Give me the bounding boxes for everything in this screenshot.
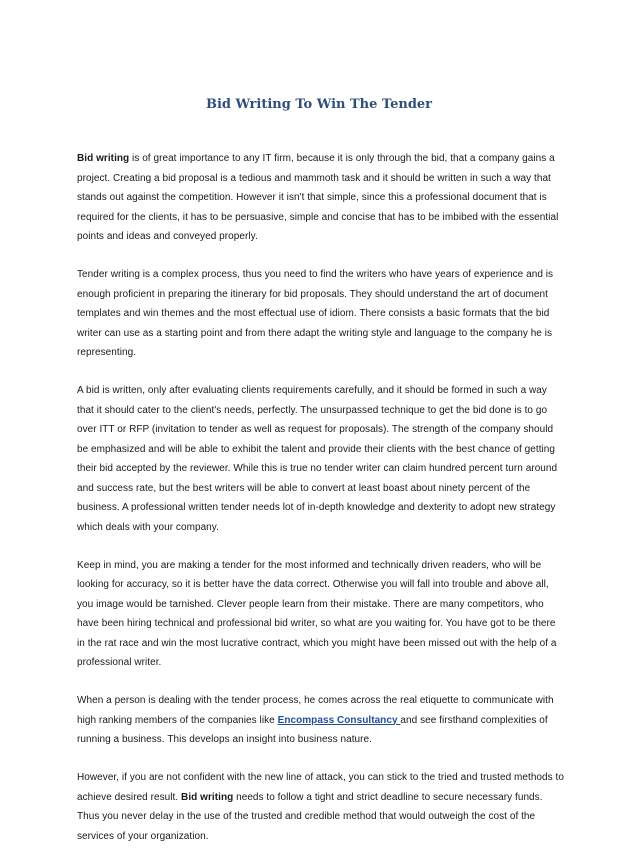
document-title: Bid Writing To Win The Tender: [205, 97, 433, 112]
paragraph-1: [77, 149, 565, 247]
paragraph-text: When a person is dealing with the tender process, he comes across the real etiquette to communicate with high ranking members of the companies like: [77, 695, 554, 726]
document-body: [77, 149, 565, 865]
paragraph-5: [77, 691, 565, 750]
bold-phrase: Bid writing: [181, 791, 234, 803]
paragraph-3: A bid is written, only after evaluating clients requirements carefully, and it should be formed in such a way that it should cater to the client's needs, perfectly. The unsurpassed technique to get the bid done is to go over ITT or RFP (invitation to tender as well as request for proposals). The strength of the company should be emphasized and will be able to exhibit the talent and provide their clients with the best chance of getting their bid accepted by the reviewer. While this is true no tender writer can claim hundred percent turn around and success rate, but the best writers will be able to convert at least boast about ninety percent of the business. A professional written tender needs lot of in-depth knowledge and dexterity to adopt new strategy which deals with your company.: [77, 385, 558, 533]
paragraph-text: needs to follow a tight and strict deadline to secure necessary funds. Thus you never delay in the use of the trusted and credible method that would outweigh the cost of the services of your organization.: [77, 791, 543, 842]
paragraph-text: and see firsthand complexities of running a business. This develops an insight into business nature.: [77, 714, 548, 745]
bold-phrase: Bid writing: [77, 153, 130, 164]
paragraph-4: Keep in mind, you are making a tender for the most informed and technically driven readers, who will be looking for accuracy, so it is better have the data correct. Otherwise you will fall into trouble and above all, you image would be tarnished. Clever people learn from their mistake. There are many competitors, who have been hiring technical and professional bid writer, so what are you waiting for. You have got to be there in the rat race and win the most lucrative contract, which you might have been missed out with the help of a professional writer.: [77, 559, 557, 668]
paragraph-text: is of great importance to any IT firm, because it is only through the bid, that a company gains a project. Creating a bid proposal is a tedious and mammoth task and it should be written in such a way that stands out against the competition. However it isn't that simple, since this a professional document that is required for the clients, it has to be persuasive, simple and concise that has to be imbibed with the essential points and ideas and conveyed properly.: [77, 153, 559, 242]
paragraph-6: [77, 768, 565, 846]
encompass-consultancy-link[interactable]: Encompass Consultancy: [277, 714, 401, 726]
paragraph-2: Tender writing is a complex process, thus you need to find the writers who have years of experience and is enough proficient in preparing the itinerary for bid proposals. They should understand the art of document templates and win themes and the most effectual use of idiom. There consists a basic formats that the bid writer can use as a starting point and from there adapt the writing style and language to the company he is representing.: [77, 269, 554, 358]
paragraph-text: However, if you are not confident with the new line of attack, you can stick to the tried and trusted methods to achieve desired result.: [77, 772, 564, 803]
